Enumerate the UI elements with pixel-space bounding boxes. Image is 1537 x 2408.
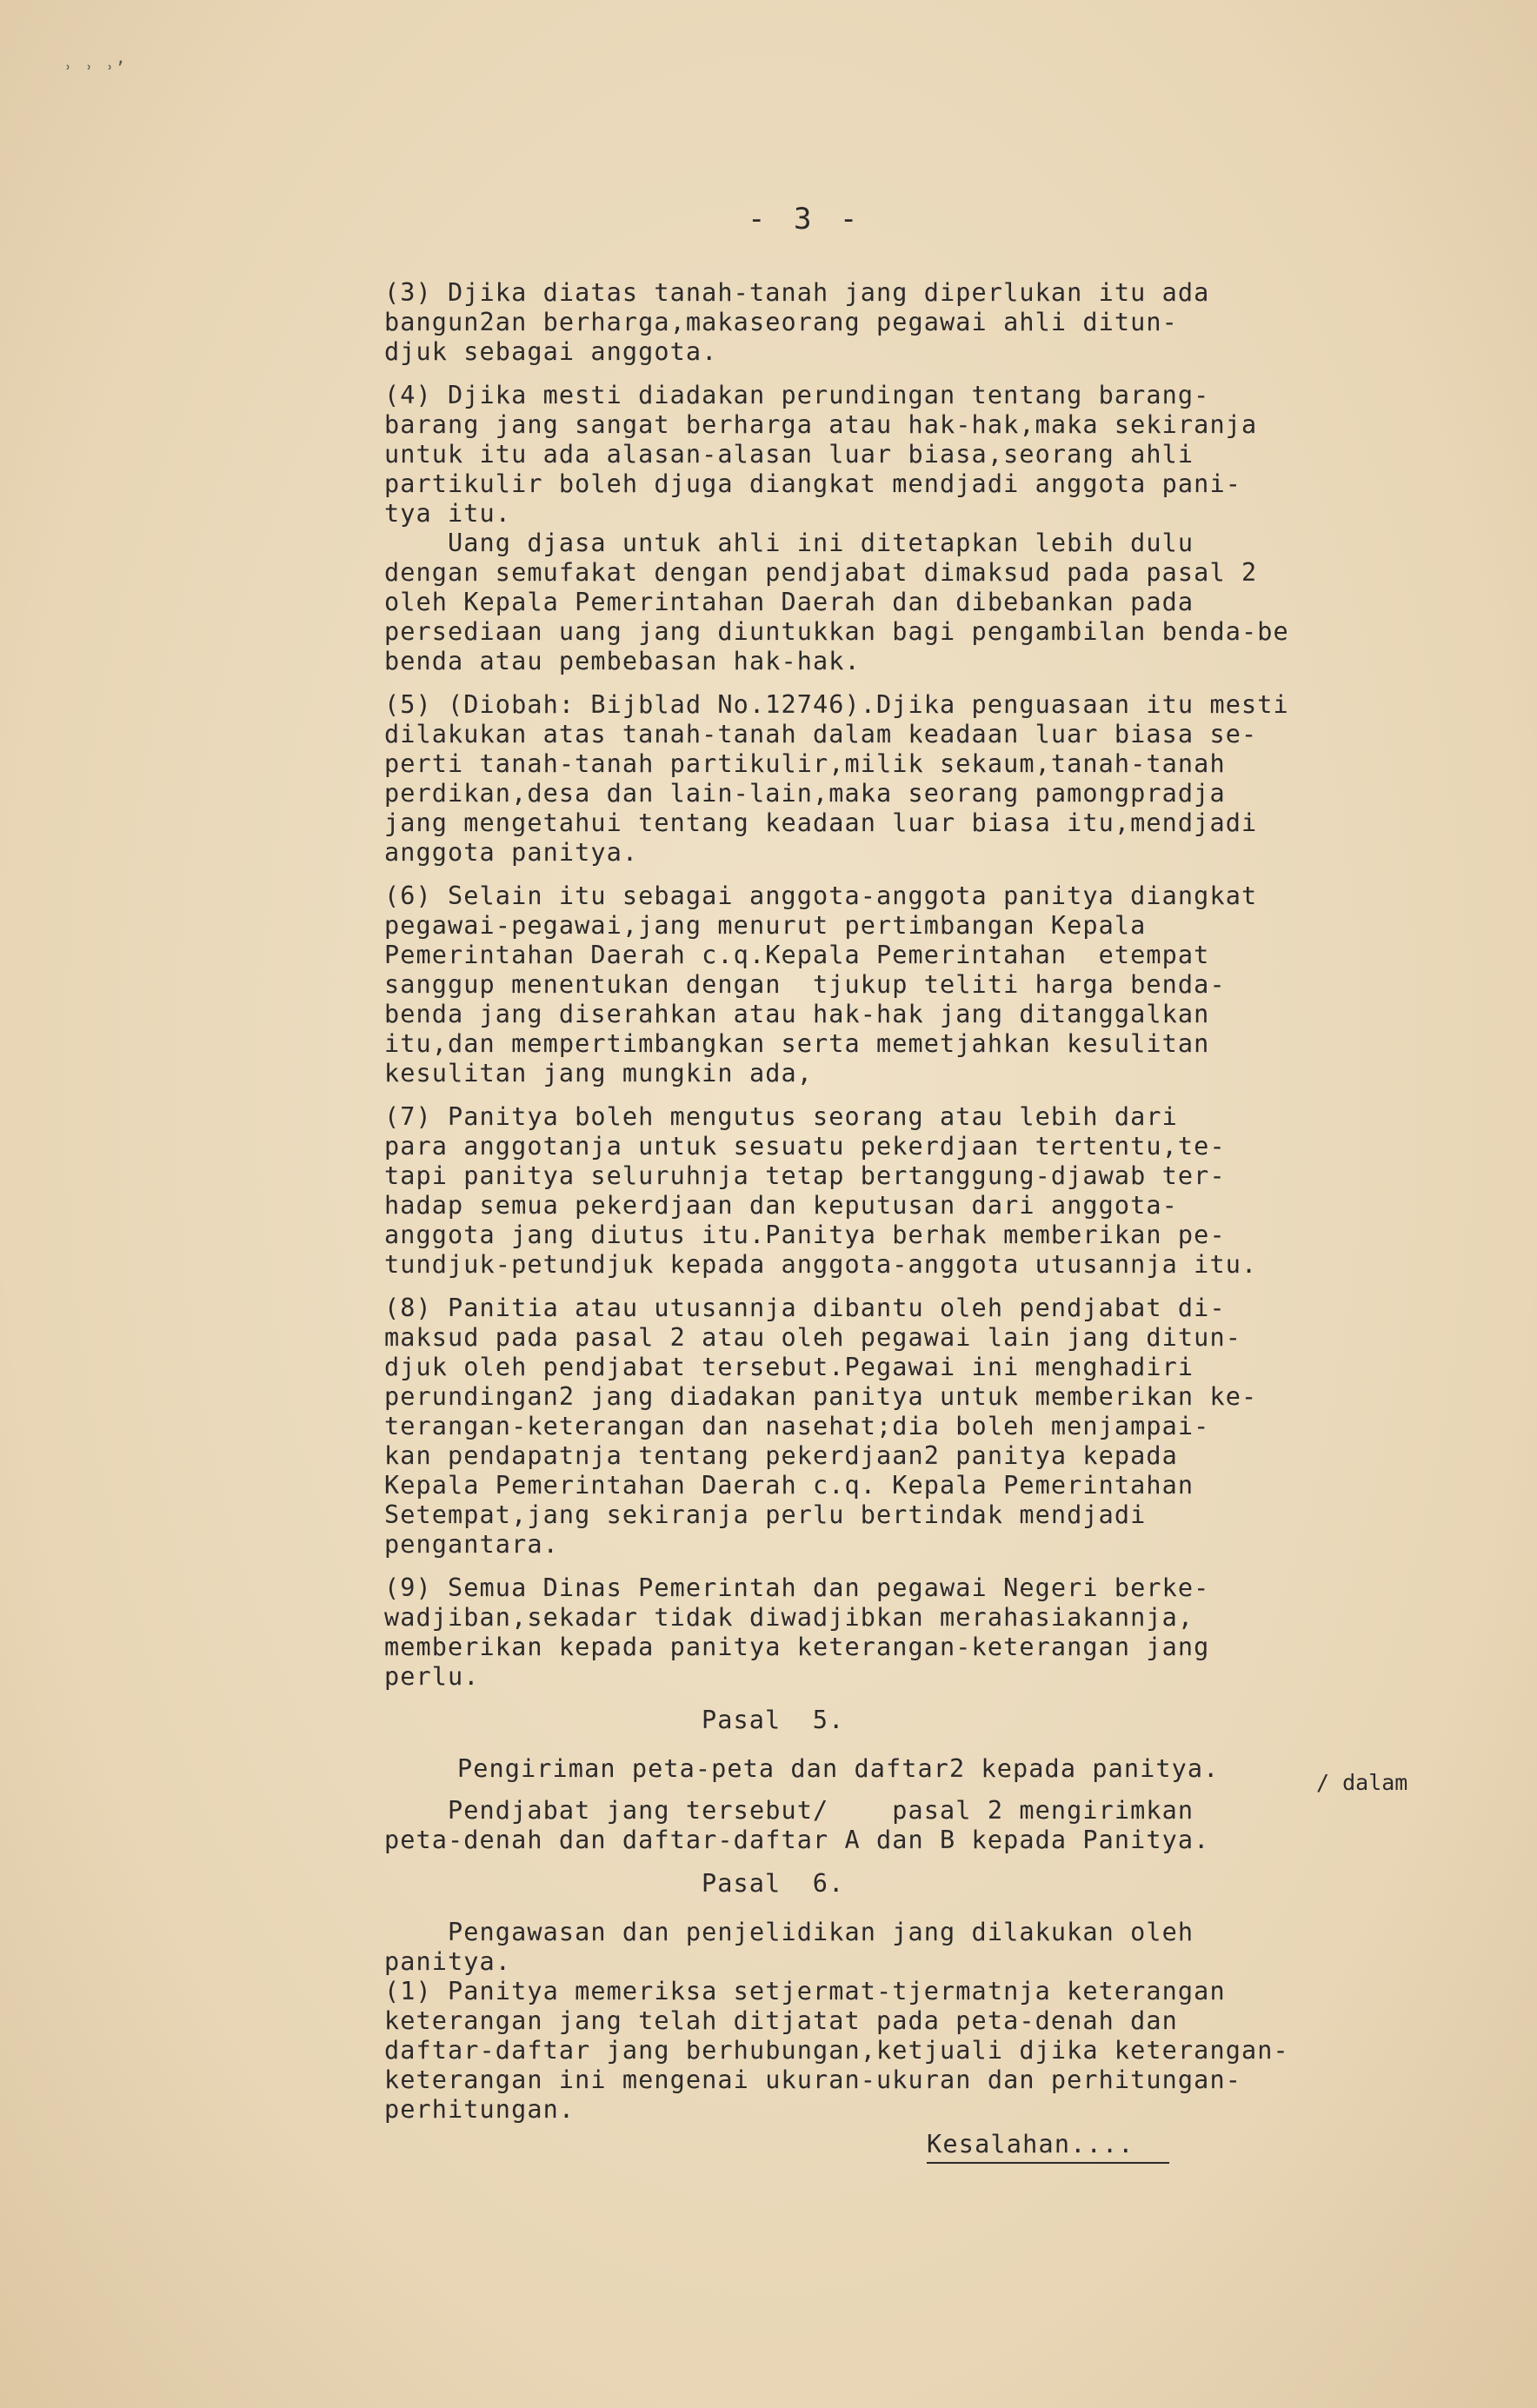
body-text — [384, 278, 1410, 2139]
text-line: anggota panitya. — [384, 838, 639, 867]
pasal-6-heading: Pasal 6. — [702, 1869, 845, 1898]
pasal-5-block — [384, 1754, 1410, 1855]
text-line: itu,dan mempertimbangkan serta memetjahkan kesulitan — [384, 1029, 1210, 1058]
text-line: djuk sebagai anggota. — [384, 337, 718, 366]
text-line: bangun2an berharga,makaseorang pegawai ahli ditun- — [384, 308, 1178, 336]
page-number: - 3 - — [748, 202, 863, 236]
pasal-6-line: keterangan jang telah ditjatat pada peta-denah dan — [384, 2006, 1178, 2035]
text-line: barang jang sangat berharga atau hak-hak,maka sekiranja — [384, 410, 1258, 439]
text-line: Setempat,jang sekiranja perlu bertindak mendjadi — [384, 1500, 1147, 1529]
text-line: kesulitan jang mungkin ada, — [384, 1059, 813, 1088]
text-line: anggota jang diutus itu.Panitya berhak memberikan pe- — [384, 1221, 1226, 1249]
text-line: perlu. — [384, 1662, 480, 1691]
text-line: untuk itu ada alasan-alasan luar biasa,seorang ahli — [384, 440, 1194, 469]
pasal-6-block — [384, 1918, 1410, 2125]
text-line: para anggotanja untuk sesuatu pekerdjaan tertentu,te- — [384, 1132, 1226, 1161]
text-line: partikulir boleh djuga diangkat mendjadi anggota pani- — [384, 469, 1241, 498]
text-line: hadap semua pekerdjaan dan keputusan dari anggota- — [384, 1191, 1178, 1220]
pasal-6-line: panitya. — [384, 1947, 512, 1976]
pasal-5-heading: Pasal 5. — [702, 1706, 845, 1734]
text-line: terangan-keterangan dan nasehat;dia boleh menjampai- — [384, 1412, 1210, 1440]
text-line: perundingan2 jang diadakan panitya untuk memberikan ke- — [384, 1382, 1258, 1411]
paper-specks: ˒ ˒ ˒ʼ — [63, 57, 126, 78]
text-line: perdikan,desa dan lain-lain,maka seorang pamongpradja — [384, 779, 1226, 808]
paragraph — [384, 278, 1410, 367]
text-line: (6) Selain itu sebagai anggota-anggota panitya diangkat — [384, 881, 1258, 910]
article-4-paragraphs — [384, 278, 1410, 1692]
text-line: tundjuk-petundjuk kepada anggota-anggota utusannja itu. — [384, 1250, 1258, 1279]
pasal-6-line: Pengawasan dan penjelidikan jang dilakukan oleh — [384, 1918, 1194, 1946]
paragraph — [384, 1102, 1410, 1280]
paragraph — [384, 1573, 1410, 1692]
pasal-6-line: perhitungan. — [384, 2095, 576, 2124]
margin-note: / dalam — [1316, 1770, 1408, 1795]
text-line: (4) Djika mesti diadakan perundingan tentang barang- — [384, 381, 1210, 409]
pasal-5-subtitle: Pengiriman peta-peta dan daftar2 kepada panitya. — [457, 1754, 1220, 1783]
text-line: benda atau pembebasan hak-hak. — [384, 647, 861, 675]
paragraph — [384, 1294, 1410, 1560]
text-line: kan pendapatnja tentang pekerdjaan2 panitya kepada — [384, 1441, 1178, 1470]
text-line: (8) Panitia atau utusannja dibantu oleh pendjabat di- — [384, 1294, 1226, 1322]
pasal-5-line: Pendjabat jang tersebut/ pasal 2 mengirimkan — [384, 1796, 1194, 1825]
paragraph — [384, 381, 1410, 676]
text-line: (9) Semua Dinas Pemerintah dan pegawai Negeri berke- — [384, 1573, 1210, 1602]
text-line: dilakukan atas tanah-tanah dalam keadaan luar biasa se- — [384, 720, 1258, 748]
text-line: oleh Kepala Pemerintahan Daerah dan dibebankan pada — [384, 588, 1194, 616]
text-line: perti tanah-tanah partikulir,milik sekaum,tanah-tanah — [384, 749, 1226, 778]
text-line: Uang djasa untuk ahli ini ditetapkan lebih dulu — [384, 529, 1194, 557]
paragraph — [384, 690, 1410, 868]
text-line: dengan semufakat dengan pendjabat dimaksud pada pasal 2 — [384, 558, 1258, 587]
text-line: pegawai-pegawai,jang menurut pertimbangan Kepala — [384, 911, 1147, 940]
text-line: wadjiban,sekadar tidak diwadjibkan merahasiakannja, — [384, 1603, 1194, 1632]
text-line: maksud pada pasal 2 atau oleh pegawai lain jang ditun- — [384, 1323, 1241, 1352]
text-line: persediaan uang jang diuntukkan bagi pengambilan benda-be — [384, 617, 1289, 646]
text-line: djuk oleh pendjabat tersebut.Pegawai ini menghadiri — [384, 1353, 1194, 1381]
text-line: pengantara. — [384, 1530, 559, 1559]
text-line: jang mengetahui tentang keadaan luar biasa itu,mendjadi — [384, 808, 1258, 837]
text-line: (7) Panitya boleh mengutus seorang atau lebih dari — [384, 1102, 1178, 1131]
text-line: (3) Djika diatas tanah-tanah jang diperlukan itu ada — [384, 278, 1210, 307]
pasal-6-line: keterangan ini mengenai ukuran-ukuran dan perhitungan- — [384, 2065, 1241, 2094]
text-line: tya itu. — [384, 499, 512, 528]
text-line: benda jang diserahkan atau hak-hak jang ditanggalkan — [384, 1000, 1210, 1028]
pasal-6-line: daftar-daftar jang berhubungan,ketjuali djika keterangan- — [384, 2036, 1289, 2065]
text-line: Pemerintahan Daerah c.q.Kepala Pemerintahan etempat — [384, 941, 1210, 969]
text-line: tapi panitya seluruhnja tetap bertanggung-djawab ter- — [384, 1161, 1226, 1190]
catchword: Kesalahan.... — [927, 2130, 1169, 2164]
text-line: Kepala Pemerintahan Daerah c.q. Kepala Pemerintahan — [384, 1471, 1194, 1500]
pasal-5-line: peta-denah dan daftar-daftar A dan B kepada Panitya. — [384, 1826, 1210, 1854]
paragraph — [384, 881, 1410, 1088]
pasal-6-line: (1) Panitya memeriksa setjermat-tjermatnja keterangan — [384, 1977, 1226, 2006]
text-line: sanggup menentukan dengan tjukup teliti harga benda- — [384, 970, 1226, 999]
text-line: (5) (Diobah: Bijblad No.12746).Djika penguasaan itu mesti — [384, 690, 1289, 719]
text-line: memberikan kepada panitya keterangan-keterangan jang — [384, 1633, 1210, 1661]
